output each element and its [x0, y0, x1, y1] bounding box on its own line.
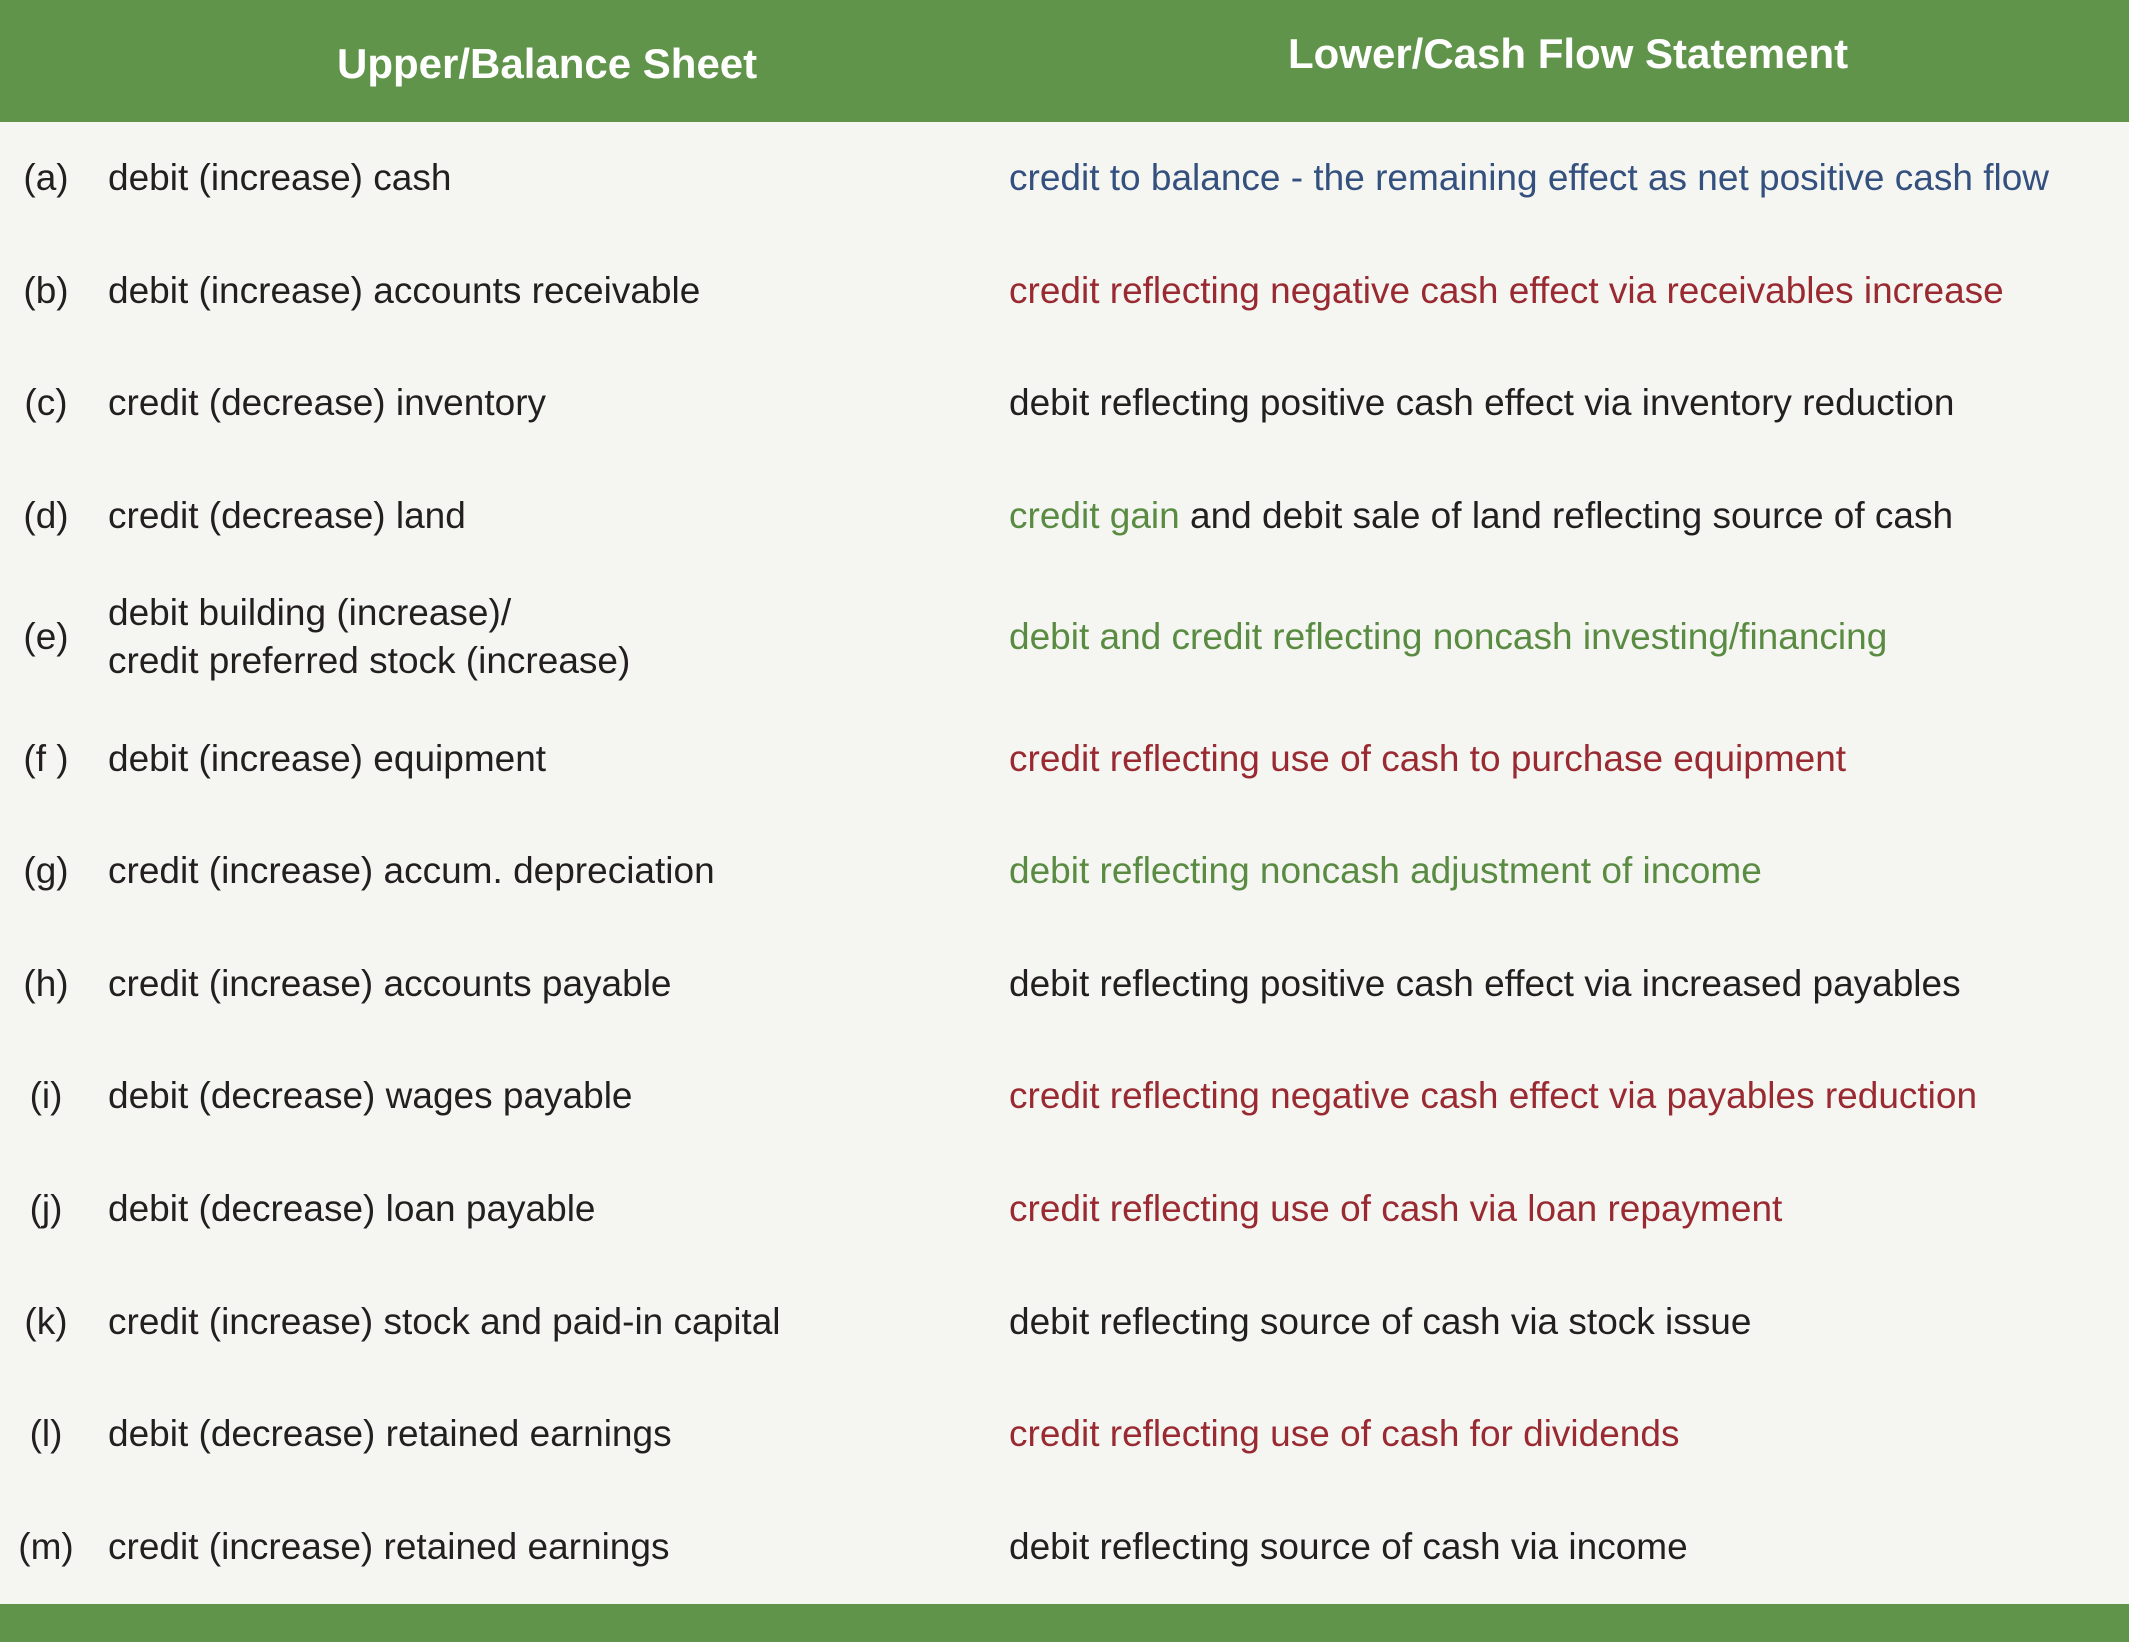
cash-flow-entry-segment: credit reflecting use of cash for dividends	[1009, 1413, 1680, 1455]
table-row	[0, 1040, 2129, 1153]
balance-sheet-entry-line: debit (increase) equipment	[108, 737, 547, 779]
row-letter: (g)	[23, 850, 69, 892]
cash-flow-entry	[1009, 460, 2124, 573]
table-row	[0, 702, 2129, 815]
cash-flow-entry-segment: credit gain	[1009, 495, 1180, 537]
table-row	[0, 928, 2129, 1041]
balance-sheet-entry-line: credit (increase) stock and paid-in capital	[108, 1300, 781, 1342]
table-footer-band	[0, 1604, 2129, 1642]
balance-sheet-entry	[108, 1153, 988, 1266]
cash-flow-entry	[1009, 122, 2124, 235]
balance-sheet-entry	[108, 122, 988, 235]
balance-sheet-entry	[108, 815, 988, 928]
cash-flow-entry-segment: credit reflecting use of cash to purchase equipment	[1009, 737, 1847, 779]
cash-flow-entry-segment: debit reflecting noncash adjustment of income	[1009, 850, 1762, 892]
table-row	[0, 1265, 2129, 1378]
balance-sheet-entry	[108, 460, 988, 573]
table-row	[0, 122, 2129, 235]
balance-sheet-entry-line: credit (increase) retained earnings	[108, 1525, 670, 1567]
balance-sheet-entry-line: debit (increase) accounts receivable	[108, 269, 701, 311]
balance-sheet-entry-line: debit (decrease) loan payable	[108, 1188, 596, 1229]
table-row	[0, 572, 2129, 702]
balance-sheet-entry	[108, 928, 988, 1041]
cash-flow-entry	[1009, 1265, 2124, 1378]
table-row	[0, 815, 2129, 928]
balance-sheet-entry-line: debit (decrease) wages payable	[108, 1075, 633, 1117]
balance-sheet-entry	[108, 1491, 988, 1604]
row-letter: (j)	[29, 1188, 63, 1229]
row-letter: (i)	[29, 1075, 63, 1117]
table-row	[0, 1153, 2129, 1266]
row-letter: (m)	[18, 1525, 74, 1567]
row-letter: (e)	[23, 616, 69, 658]
balance-sheet-entry	[108, 702, 988, 815]
cash-flow-entry-segment: credit reflecting use of cash via loan repayment	[1009, 1188, 1783, 1229]
balance-sheet-entry-line: credit preferred stock (increase)	[108, 640, 631, 682]
balance-sheet-entry	[108, 1378, 988, 1491]
row-letter: (b)	[23, 269, 69, 311]
cash-flow-entry	[1009, 572, 2124, 702]
row-letter: (f )	[23, 737, 69, 779]
row-letter: (d)	[23, 495, 69, 537]
cash-flow-entry	[1009, 702, 2124, 815]
cash-flow-entry	[1009, 815, 2124, 928]
cash-flow-entry	[1009, 1491, 2124, 1604]
table-row	[0, 235, 2129, 348]
table-row	[0, 460, 2129, 573]
cash-flow-entry	[1009, 1378, 2124, 1491]
cash-flow-entry-segment: credit reflecting negative cash effect via payables reduction	[1009, 1075, 1978, 1117]
balance-sheet-entry-line: credit (increase) accounts payable	[108, 962, 672, 1004]
cash-flow-entry	[1009, 235, 2124, 348]
cash-flow-entry	[1009, 347, 2124, 460]
table-body	[0, 122, 2129, 1603]
row-letter: (l)	[29, 1413, 63, 1455]
row-letter: (a)	[23, 157, 69, 199]
cash-flow-entry-segment: debit reflecting positive cash effect via inventory reduction	[1009, 382, 1955, 424]
cash-flow-entry-segment: debit reflecting positive cash effect via increased payables	[1009, 962, 1961, 1004]
balance-sheet-entry	[108, 572, 988, 702]
cash-flow-entry-segment: and debit sale of land reflecting source of cash	[1179, 495, 1954, 537]
balance-sheet-entry	[108, 235, 988, 348]
balance-sheet-entry-line: credit (decrease) inventory	[108, 382, 547, 424]
balance-sheet-entry	[108, 1265, 988, 1378]
balance-sheet-column-title: Upper/Balance Sheet	[337, 40, 758, 87]
cash-flow-entry-segment: credit to balance - the remaining effect as net positive cash flow	[1009, 157, 2049, 199]
table-header	[0, 0, 2129, 122]
row-letter: (c)	[24, 382, 68, 424]
cash-flow-entry	[1009, 928, 2124, 1041]
table-row	[0, 1491, 2129, 1604]
table-row	[0, 1378, 2129, 1491]
cash-flow-entry	[1009, 1040, 2124, 1153]
balance-sheet-entry-line: debit (decrease) retained earnings	[108, 1413, 672, 1455]
row-letter: (k)	[24, 1300, 68, 1342]
cash-flow-entry-segment: debit and credit reflecting noncash investing/financing	[1009, 616, 1888, 658]
row-letter: (h)	[23, 962, 69, 1004]
cash-flow-column-title: Lower/Cash Flow Statement	[1288, 30, 1849, 77]
table-row	[0, 347, 2129, 460]
cash-flow-entry-segment: debit reflecting source of cash via stock issue	[1009, 1300, 1752, 1342]
cash-flow-entry	[1009, 1153, 2124, 1266]
cash-flow-entry-segment: credit reflecting negative cash effect via receivables increase	[1009, 269, 2004, 311]
cash-flow-entry-segment: debit reflecting source of cash via income	[1009, 1525, 1688, 1567]
balance-sheet-entry-line: credit (increase) accum. depreciation	[108, 850, 715, 892]
balance-sheet-entry-line: debit building (increase)/	[108, 592, 512, 634]
balance-sheet-entry-line: credit (decrease) land	[108, 495, 466, 537]
balance-sheet-entry-line: debit (increase) cash	[108, 157, 452, 199]
balance-sheet-entry	[108, 347, 988, 460]
balance-sheet-entry	[108, 1040, 988, 1153]
